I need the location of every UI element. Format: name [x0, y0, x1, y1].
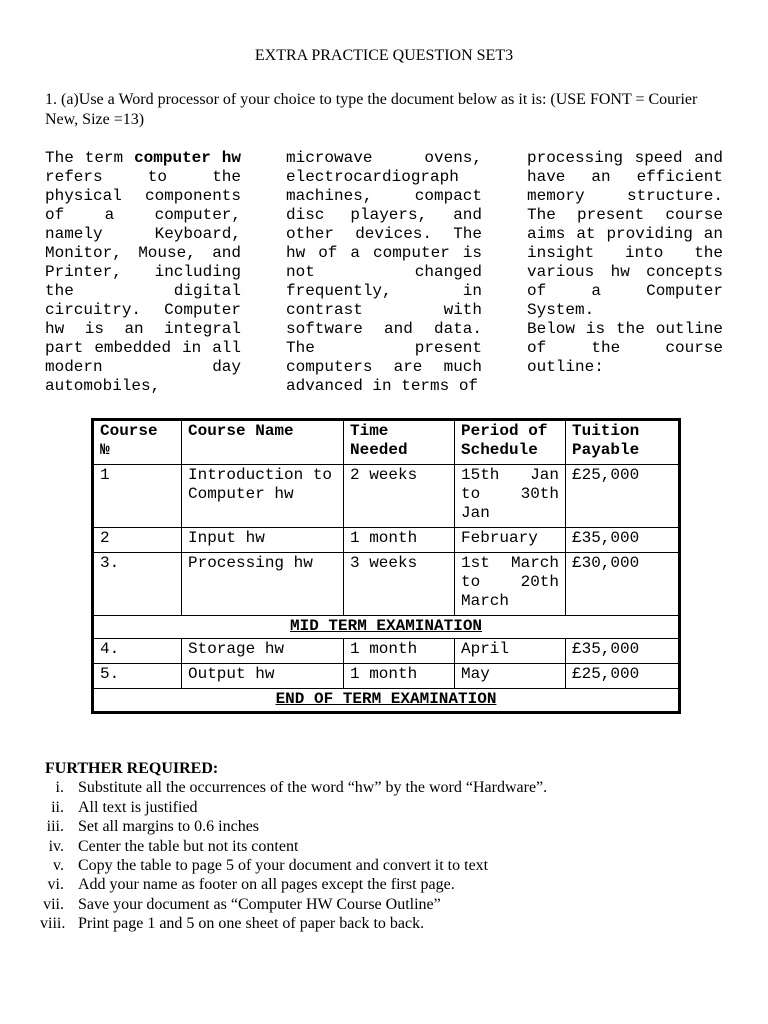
instruction-text: 1. (a)Use a Word processor of your choice to type the document below as it is: (USE FONT = Courier New, Size =13) [45, 91, 698, 128]
list-item-text: Add your name as footer on all pages except the first page. [78, 876, 455, 894]
cell-time-needed: 2 weeks [344, 465, 455, 528]
header-time-needed: Time Needed [344, 420, 455, 465]
cell-period: February [455, 528, 566, 553]
header-tuition-payable: Tuition Payable [566, 420, 680, 465]
list-item-number: iii. [46, 818, 64, 836]
cell-course-name: Processing hw [182, 553, 344, 616]
list-item-number: v. [53, 857, 64, 875]
cell-period: April [455, 639, 566, 664]
cell-time-needed: 1 month [344, 639, 455, 664]
list-item-number: vii. [43, 895, 64, 913]
table-row [93, 639, 680, 664]
mid-term-banner-row [93, 616, 680, 639]
bold-term: computer hw [134, 149, 241, 167]
list-item-text: Save your document as “Computer HW Course Outline” [78, 895, 441, 913]
list-item-number: iv. [48, 837, 64, 855]
column-1-text: refers to the physical components of a computer, namely Keyboard, Monitor, Mouse, and Printer, including the digital circuitry. Computer hw is an integral part embedded in all modern day automobiles, [45, 168, 241, 395]
end-term-banner-row [93, 689, 680, 713]
further-required-heading: FURTHER REQUIRED: [45, 760, 219, 777]
course-outline-table [91, 418, 681, 714]
table-row [93, 465, 680, 528]
cell-tuition: £35,000 [566, 639, 680, 664]
cell-course-name: Input hw [182, 528, 344, 553]
list-item [45, 798, 745, 817]
list-item-number: i. [55, 779, 64, 797]
list-item [45, 817, 745, 836]
list-item-text: Copy the table to page 5 of your document and convert it to text [78, 857, 489, 875]
list-item-number: ii. [51, 798, 64, 816]
list-item-text: Set all margins to 0.6 inches [78, 818, 260, 836]
list-item [45, 837, 745, 856]
cell-tuition: £25,000 [566, 664, 680, 689]
column-3-paragraph-1: processing speed and have an efficient memory structure. The present course aims at providing an insight into the various hw concepts of a Computer System. [527, 149, 723, 319]
cell-period: 1st March to 20th March [455, 553, 566, 616]
cell-course-number: 2 [93, 528, 182, 553]
text-column-1 [45, 149, 241, 396]
list-item-number: vi. [47, 876, 64, 894]
list-item [45, 895, 745, 914]
header-course-name: Course Name [182, 420, 344, 465]
cell-period: 15th Jan to 30th Jan [455, 465, 566, 528]
cell-course-number: 1 [93, 465, 182, 528]
further-required-section [40, 759, 745, 934]
cell-course-number: 5. [93, 664, 182, 689]
cell-course-name: Introduction to Computer hw [182, 465, 344, 528]
page-title: EXTRA PRACTICE QUESTION SET3 [254, 47, 514, 64]
further-required-list [40, 778, 745, 933]
end-term-banner: END OF TERM EXAMINATION [93, 689, 680, 713]
cell-course-number: 3. [93, 553, 182, 616]
list-item [45, 875, 745, 894]
text-column-2 [286, 149, 482, 396]
list-item-text: All text is justified [78, 798, 198, 816]
cell-period: May [455, 664, 566, 689]
table-row [93, 528, 680, 553]
table-row [93, 553, 680, 616]
list-item [45, 778, 745, 797]
list-item [40, 914, 745, 933]
text-column-3 [527, 149, 723, 377]
cell-course-number: 4. [93, 639, 182, 664]
term-prefix: The term [45, 149, 135, 167]
cell-tuition: £30,000 [566, 553, 680, 616]
list-item-text: Substitute all the occurrences of the word “hw” by the word “Hardware”. [78, 779, 548, 797]
list-item-text: Print page 1 and 5 on one sheet of paper back to back. [78, 915, 425, 933]
cell-time-needed: 1 month [344, 664, 455, 689]
cell-tuition: £25,000 [566, 465, 680, 528]
list-item [45, 856, 745, 875]
header-course-number: Course № [93, 420, 182, 465]
cell-course-name: Storage hw [182, 639, 344, 664]
cell-course-name: Output hw [182, 664, 344, 689]
column-2-text: microwave ovens, electrocardiograph machines, compact disc players, and other devices. The hw of a computer is not changed frequently, in contrast with software and data. The present computers are much advanced in terms of [286, 149, 482, 395]
list-item-text: Center the table but not its content [78, 837, 299, 855]
table-row [93, 664, 680, 689]
header-period-of-schedule: Period of Schedule [455, 420, 566, 465]
list-item-number: viii. [40, 915, 66, 933]
cell-tuition: £35,000 [566, 528, 680, 553]
column-3-paragraph-2: Below is the outline of the course outline: [527, 320, 723, 376]
mid-term-banner: MID TERM EXAMINATION [93, 616, 680, 639]
cell-time-needed: 1 month [344, 528, 455, 553]
table-header-row [93, 420, 680, 465]
column-1-paragraph [45, 149, 241, 396]
cell-time-needed: 3 weeks [344, 553, 455, 616]
